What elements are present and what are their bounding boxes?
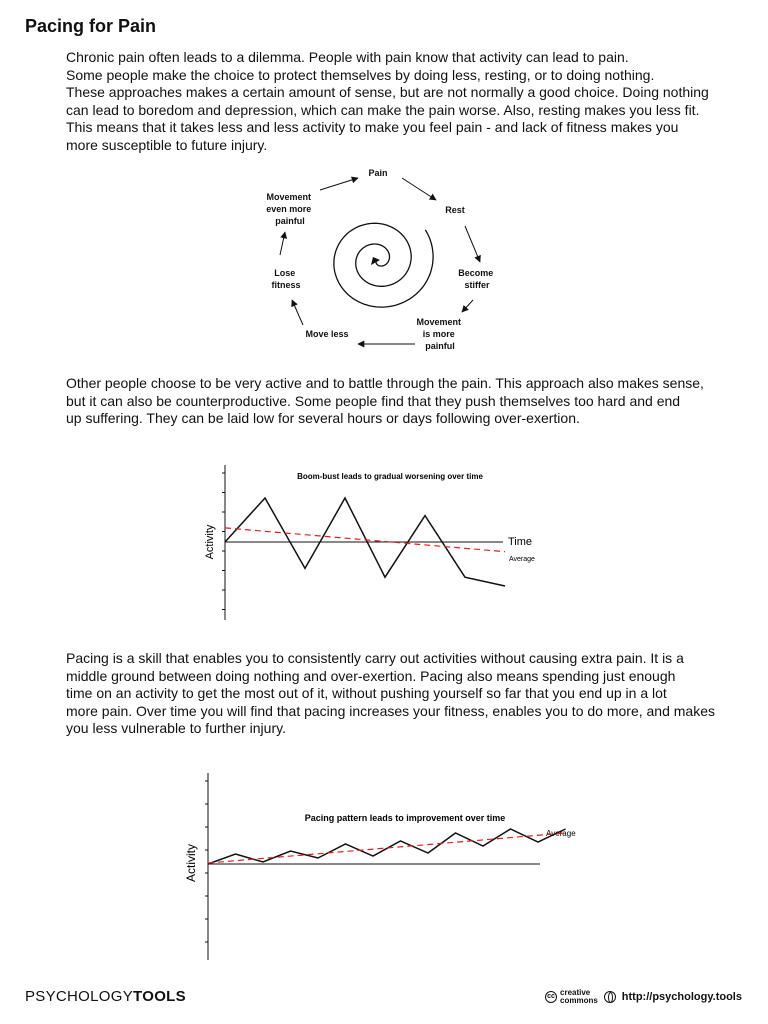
cc-text: commons xyxy=(560,996,598,1005)
legend-average: Average xyxy=(546,829,576,838)
text-line: Other people choose to be very active and to battle through the pain. This approach also makes sense, xyxy=(66,375,704,391)
text-line: you less vulnerable to further injury. xyxy=(66,720,286,737)
cc-text: creative xyxy=(560,988,591,997)
cycle-arrow xyxy=(292,300,303,325)
chart-title: Pacing pattern leads to improvement over time xyxy=(304,813,506,823)
cycle-arrow xyxy=(462,300,473,312)
text-line: more pain. Over time you will find that pacing increases your fitness, enables you to do more, and makes xyxy=(66,702,715,719)
website-link[interactable]: http://psychology.tools xyxy=(621,991,742,1003)
cycle-label-become-stiffer: Become stiffer xyxy=(458,268,494,290)
x-axis-label: Time xyxy=(508,536,533,548)
cycle-label-rest: Rest xyxy=(445,205,465,215)
cycle-label-movement-even-more-painful: Movement even more painful xyxy=(266,192,312,226)
brand-text-bold: TOOLS xyxy=(133,988,186,1005)
text-line: Pacing is a skill that enables you to consistently carry out activities without causing extra pain. It is a xyxy=(66,650,684,666)
text-line: up suffering. They can be laid low for several hours or days following over-exertion. xyxy=(66,410,580,427)
y-axis-label: Activity xyxy=(204,524,216,560)
cycle-label-movement-more-painful: Movement is more painful xyxy=(416,317,461,351)
cycle-label-lose-fitness: Lose fitness xyxy=(271,268,301,290)
cycle-label-move-less: Move less xyxy=(305,329,349,339)
text-line: Chronic pain often leads to a dilemma. People with pain know that activity can lead to pain. xyxy=(66,49,629,65)
cycle-arrow xyxy=(320,178,358,190)
creative-commons-badge xyxy=(545,989,598,1005)
spiral xyxy=(334,223,433,307)
active-paragraph xyxy=(66,375,756,428)
footer-links xyxy=(545,989,742,1005)
text-line: but it can also be counterproductive. Some people find that they push themselves too hard and end xyxy=(66,392,681,409)
brand-logo xyxy=(25,988,186,1005)
cycle-arrow xyxy=(402,178,436,200)
text-line: middle ground between doing nothing and over-exertion. Pacing also means spending just enough xyxy=(66,667,676,684)
spiral-arrowhead xyxy=(371,257,380,265)
text-line: This means that it takes less and less activity to make you feel pain - and lack of fitness makes you xyxy=(66,119,679,136)
pacing-chart xyxy=(175,765,595,965)
text-line: can lead to boredom and depression, which can make the pain worse. Also, resting makes you less fit. xyxy=(66,101,700,118)
chart-axes xyxy=(222,465,503,620)
cycle-arrow xyxy=(280,232,285,255)
brand-text: PSYCHOLOGY xyxy=(25,988,134,1005)
pacing-paragraph xyxy=(66,650,756,738)
intro-paragraph xyxy=(66,49,756,155)
legend-average: Average xyxy=(509,556,535,563)
cycle-arrow xyxy=(465,226,480,262)
page-title: Pacing for Pain xyxy=(25,16,157,36)
chart-title: Boom-bust leads to gradual worsening over time xyxy=(297,472,483,481)
text-line: Some people make the choice to protect themselves by doing less, resting, or to doing nothing. xyxy=(66,66,655,83)
text-line: These approaches makes a certain amount of sense, but are not normally a good choice. Doing nothing xyxy=(66,84,709,101)
cc-icon: cc xyxy=(545,991,557,1003)
text-line: time on an activity to get the most out of it, without pushing yourself so far that you end up in a lot xyxy=(66,685,667,702)
boom-bust-chart xyxy=(195,455,555,630)
cycle-label-pain: Pain xyxy=(368,168,388,178)
y-axis-label: Activity xyxy=(184,843,198,883)
text-line: more susceptible to future injury. xyxy=(66,136,268,153)
average-line xyxy=(225,528,505,552)
globe-icon xyxy=(604,991,616,1003)
pain-cycle-diagram xyxy=(240,160,520,360)
chart-axes xyxy=(205,773,540,960)
